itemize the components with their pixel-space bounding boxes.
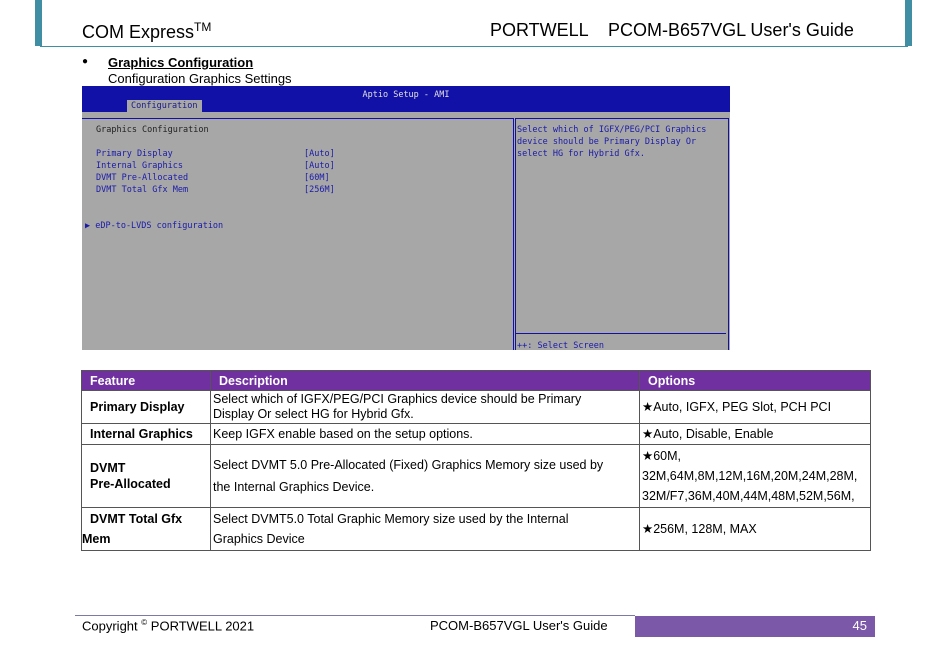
options-text: 32M/F7,36M,40M,44M,48M,52M,56M,: [642, 489, 855, 503]
feature-text: DVMT Total Gfx: [90, 512, 183, 526]
table-header-row: [82, 371, 871, 391]
description-text: the Internal Graphics Device.: [213, 480, 375, 494]
header-brand: PORTWELL: [490, 20, 589, 40]
description-text: Display Or select HG for Hybrid Gfx.: [213, 407, 414, 421]
options-text: ★Auto, Disable, Enable: [642, 427, 774, 441]
description-text: Select DVMT5.0 Total Graphic Memory size used by the Internal: [213, 512, 569, 526]
bios-item-value[interactable]: [256M]: [304, 185, 335, 195]
bios-submenu-edp-lvds[interactable]: ▶ eDP-to-LVDS configuration: [85, 221, 224, 231]
bios-item-label[interactable]: Primary Display: [96, 149, 173, 159]
feature-cell: [82, 508, 211, 551]
feature-cell: [82, 391, 211, 424]
footer-guide-title: PCOM-B657VGL User's Guide: [430, 618, 608, 633]
bios-title: Aptio Setup - AMI: [362, 90, 450, 100]
feature-text: Primary Display: [90, 400, 185, 414]
bios-item-label[interactable]: DVMT Total Gfx Mem: [96, 185, 189, 195]
header-rule: [40, 46, 908, 47]
bios-item-value[interactable]: [60M]: [304, 173, 330, 183]
column-header-description: Description: [211, 371, 640, 391]
bios-help-line: device should be Primary Display Or: [517, 137, 697, 147]
bios-key-hint: ++: Select Screen: [517, 341, 604, 350]
options-cell: [640, 424, 871, 445]
options-text: ★60M,: [642, 449, 681, 463]
bios-help-divider: [516, 333, 726, 334]
options-cell: [640, 391, 871, 424]
feature-text: Internal Graphics: [90, 427, 193, 441]
footer-rule: [75, 615, 635, 616]
section-subtitle: Configuration Graphics Settings: [108, 71, 292, 86]
column-header-feature: Feature: [82, 371, 211, 391]
options-cell: [640, 445, 871, 508]
bullet-icon: ●: [82, 56, 89, 67]
header-guide: PCOM-B657VGL User's Guide: [608, 20, 854, 40]
copyright-holder: PORTWELL 2021: [150, 618, 255, 634]
options-cell: [640, 508, 871, 551]
options-text: ★256M, 128M, MAX: [642, 522, 757, 536]
bios-screenshot: [82, 86, 730, 350]
bios-help-line: select HG for Hybrid Gfx.: [517, 149, 645, 159]
feature-text: Pre-Allocated: [90, 477, 171, 491]
page-number: 45: [852, 618, 867, 633]
header-left-accent-bar: [35, 0, 42, 46]
bios-heading: Graphics Configuration: [96, 125, 209, 135]
footer-page-box: [635, 616, 875, 637]
bios-item-value[interactable]: [Auto]: [304, 149, 335, 159]
description-cell: [211, 508, 640, 551]
table-row: [82, 424, 871, 445]
feature-text: Mem: [82, 532, 111, 546]
copyright-icon: ©: [141, 618, 148, 627]
bios-item-label[interactable]: Internal Graphics: [96, 161, 183, 171]
header-guide-title: [490, 20, 854, 41]
header-right-accent-bar: [905, 0, 912, 46]
table-row: [82, 508, 871, 551]
feature-cell: [82, 445, 211, 508]
footer-copyright: [82, 618, 254, 633]
description-text: Select which of IGFX/PEG/PCI Graphics device should be Primary: [213, 392, 582, 406]
description-text: Graphics Device: [213, 532, 305, 546]
trademark-mark: TM: [194, 20, 212, 34]
description-text: Keep IGFX enable based on the setup options.: [213, 427, 473, 441]
bios-tab-configuration[interactable]: Configuration: [127, 100, 202, 112]
bios-item-label[interactable]: DVMT Pre-Allocated: [96, 173, 189, 183]
header-product-name: [82, 20, 211, 43]
table-row: [82, 445, 871, 508]
section-title: Graphics Configuration: [108, 55, 254, 70]
copyright-label: Copyright: [82, 618, 138, 634]
description-text: Select DVMT 5.0 Pre-Allocated (Fixed) Graphics Memory size used by: [213, 458, 604, 472]
feature-text: DVMT: [90, 461, 126, 475]
description-cell: [211, 391, 640, 424]
options-text: ★Auto, IGFX, PEG Slot, PCH PCI: [642, 400, 832, 414]
description-cell: [211, 445, 640, 508]
header-product-text: COM Express: [82, 22, 195, 42]
table-row: [82, 391, 871, 424]
bios-title-bar: [82, 86, 730, 112]
description-cell: [211, 424, 640, 445]
column-header-options: Options: [640, 371, 871, 391]
bios-help-line: Select which of IGFX/PEG/PCI Graphics: [517, 125, 707, 135]
feature-table: [81, 370, 871, 551]
bios-item-value[interactable]: [Auto]: [304, 161, 335, 171]
feature-cell: [82, 424, 211, 445]
options-text: 32M,64M,8M,12M,16M,20M,24M,28M,: [642, 469, 858, 483]
